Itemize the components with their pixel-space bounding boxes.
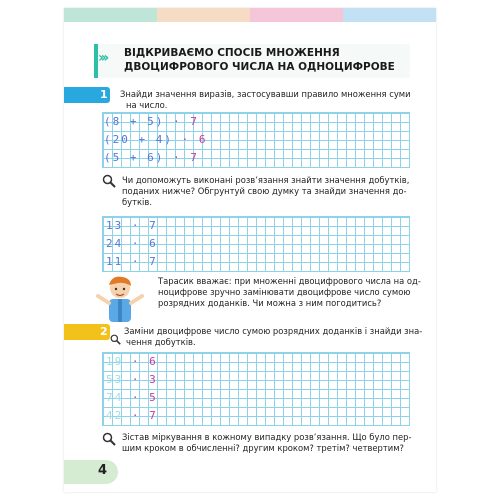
question-text: Чи допоможуть виконані розв’язання знайти значення добутків, поданих нижче? Обгрунтуй свою думку та знайди значення до- бутків. <box>122 175 410 208</box>
strip-blue <box>343 8 436 22</box>
task2-expression: 19 · 6 <box>106 355 158 368</box>
page-number-tab <box>64 460 118 484</box>
question-expression: 24 · 6 <box>106 237 158 250</box>
magnifier-icon <box>102 174 116 191</box>
task2-number: 2 <box>100 325 108 338</box>
task2-text: Заміни двоцифрове число сумою розрядних доданків і знайди зна- чення добутків. <box>124 326 423 348</box>
task2-expression: 74 · 5 <box>106 391 158 404</box>
task1-number: 1 <box>100 88 108 101</box>
page-title: ВІДКРИВАЄМО СПОСІБ МНОЖЕННЯ ДВОЦИФРОВОГО ЧИСЛА НА ОДНОЦИФРОВЕ <box>124 47 395 73</box>
task2-expression: 42 · 7 <box>106 409 158 422</box>
color-strip <box>64 8 436 22</box>
magnifier-icon <box>110 334 121 348</box>
task1-text: Знайди значення виразів, застосувавши правило множення суми на число. <box>120 89 411 111</box>
textbook-page <box>64 8 436 492</box>
boy-illustration <box>94 274 146 324</box>
page-number: 4 <box>98 463 108 478</box>
strip-orange <box>157 8 250 22</box>
taras-text: Тарасик вважає: при множенні двоцифрового числа на од- ноцифрове зручно замінювати двоцифрове число сумою розрядних доданків. Чи можна з ним погодитись? <box>158 276 421 309</box>
task1-expression: (20 + 4) · 6 <box>104 133 208 146</box>
task1-expression: (5 + 6) · 7 <box>104 151 199 164</box>
strip-pink <box>250 8 343 22</box>
task1-expression: (8 + 5) · 7 <box>104 115 199 128</box>
task2-expression: 53 · 3 <box>106 373 158 386</box>
question-expression: 11 · 7 <box>106 255 158 268</box>
magnifier-icon <box>102 432 116 449</box>
final-question-text: Зістав міркування в кожному випадку розв’язання. Що було пер- шим кроком в обчисленні? другим кроком? третім? четвертим? <box>122 432 412 454</box>
question-expression: 13 · 7 <box>106 219 158 232</box>
strip-green <box>64 8 157 22</box>
double-chevron-icon: ››› <box>98 50 107 66</box>
